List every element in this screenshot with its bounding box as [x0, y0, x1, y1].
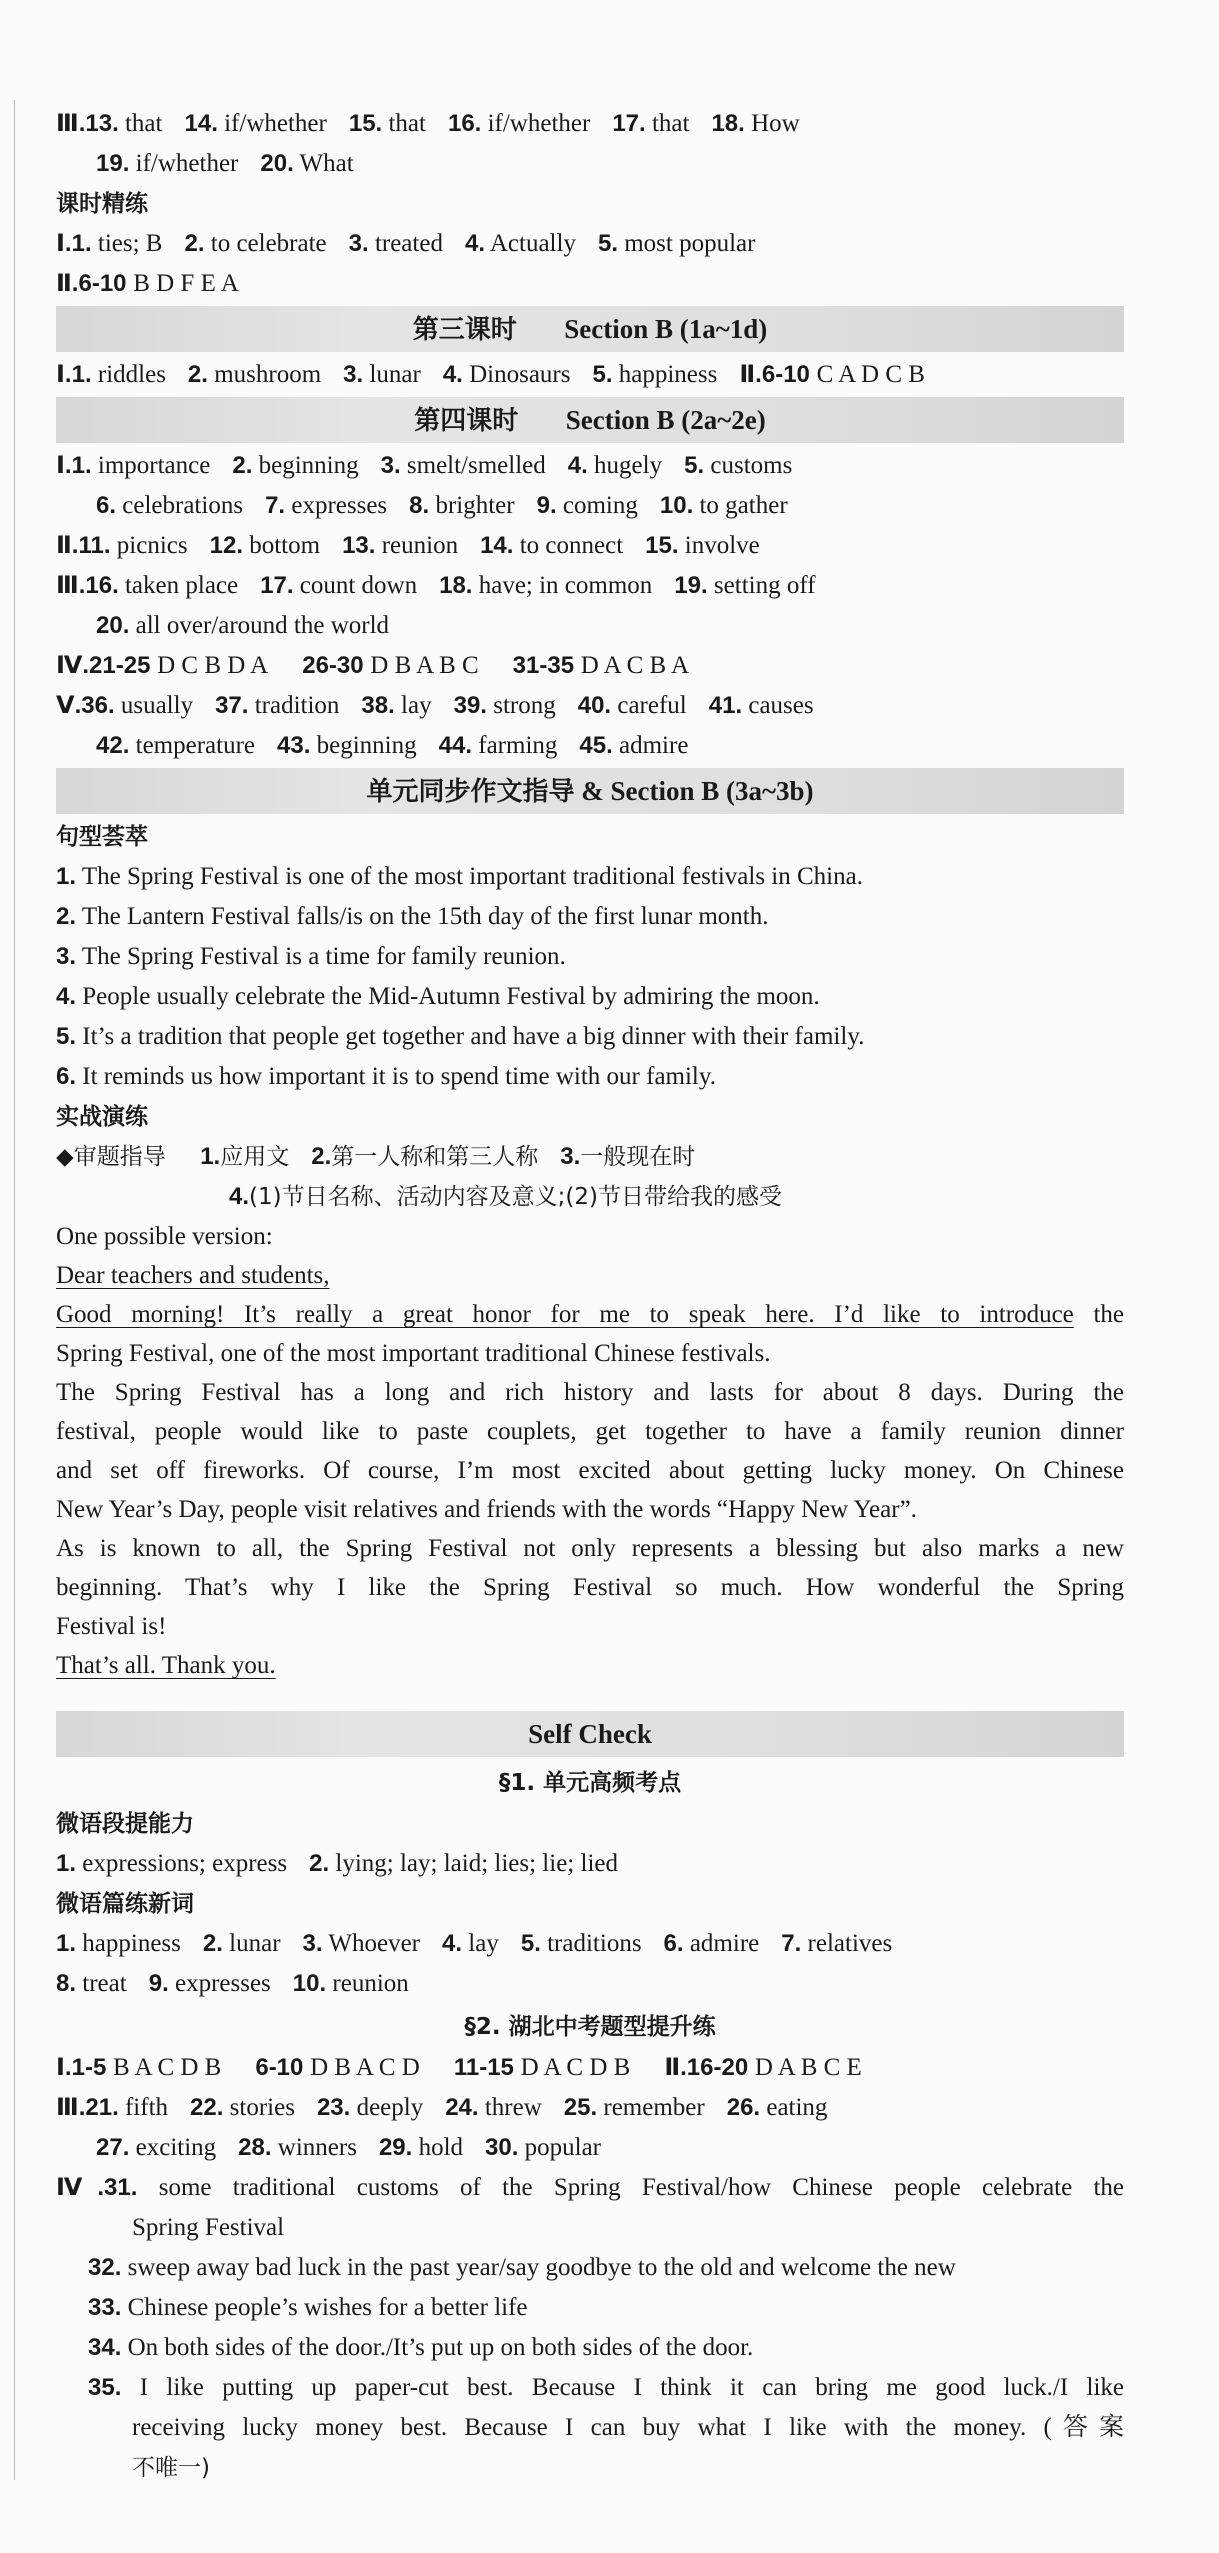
answer-row: 19. if/whether 20. What	[96, 150, 354, 177]
sec2-heading	[56, 2004, 1124, 2048]
item-number: 8	[56, 1970, 70, 1997]
item-answer: D C B D A	[157, 652, 269, 679]
answer-row	[56, 646, 1124, 686]
answer-row: Ⅲ.16. taken place 17. count down 18. have; in common 19. setting off	[56, 572, 816, 599]
item-number: 40	[577, 692, 605, 719]
sentence-item: 4. People usually celebrate the Mid-Autumn Festival by admiring the moon.	[56, 983, 820, 1010]
answer-row: Ⅴ.36. usually 37. tradition 38. lay 39. strong 40. careful 41. causes	[56, 692, 814, 719]
item-number: 20	[260, 150, 288, 177]
item-answer: reunion	[326, 1970, 409, 1997]
item-number: 4	[464, 230, 479, 257]
item-answer: usually	[114, 692, 194, 719]
essay-line: beginning. That’s why I like the Spring Festival so much. How wonderful the Spring	[56, 1574, 1124, 1601]
item-answer: D A C B A	[580, 652, 690, 679]
item-answer: treat	[76, 1970, 127, 1997]
item-answer: setting off	[707, 572, 816, 599]
item-number: 2	[309, 1850, 323, 1877]
item-answer: I like putting up paper-cut best. Because I think it can bring me good luck./I like	[139, 2374, 1124, 2401]
item-number: 32	[88, 2254, 115, 2281]
item-answer: admire	[612, 732, 689, 759]
item-answer: to connect	[513, 532, 624, 559]
item-answer: celebrations	[116, 492, 244, 519]
item-answer: stories	[223, 2094, 295, 2121]
item-answer: temperature	[129, 732, 255, 759]
item-number: 35	[88, 2374, 115, 2401]
item-number: Ⅳ.21-25	[56, 652, 151, 679]
item-number: 26	[726, 2094, 754, 2121]
underlined-opening: Good morning! It’s really a great honor for me to speak here. I’d like to introduce	[56, 1301, 1074, 1328]
item-number: Ⅰ.1-5	[56, 2054, 107, 2081]
answer-row	[56, 264, 1124, 304]
closing	[56, 1646, 1124, 1685]
item-answer: B A C D B	[112, 2054, 222, 2081]
item-answer: Actually	[484, 230, 576, 257]
sec1-title: §1. 单元高频考点	[498, 1770, 682, 1796]
item-number: 24	[445, 2094, 472, 2121]
item-answer: relatives	[801, 1930, 893, 1957]
item-answer: Whoever	[322, 1930, 420, 1957]
sentence-list	[56, 857, 1124, 1097]
item-number: 5	[597, 230, 612, 257]
answer-33: 33. Chinese people’s wishes for a better life	[88, 2294, 528, 2321]
item-answer: count down	[293, 572, 418, 599]
item-answer: On both sides of the door./It’s put up on both sides of the door.	[127, 2334, 754, 2361]
sentence-item: 5. It’s a tradition that people get together and have a big dinner with their family.	[56, 1023, 865, 1050]
item-number: 25	[563, 2094, 591, 2121]
answer-row: Ⅱ.11. picnics 12. bottom 13. reunion 14. to connect 15. involve	[56, 532, 760, 559]
item-number: 28	[238, 2134, 265, 2161]
item-answer: have; in common	[472, 572, 653, 599]
item-number: 1.	[200, 1143, 221, 1170]
item-answer: deeply	[350, 2094, 424, 2121]
answer-row	[56, 2048, 1124, 2088]
answer-page	[56, 104, 1124, 2488]
answer-31: Ⅳ.31. some traditional customs of the Spring Festival/how Chinese people celebrate the	[56, 2174, 1124, 2201]
answer-row: Ⅰ.1. riddles 2. mushroom 3. lunar 4. Dinosaurs 5. happiness Ⅱ.6-10 C A D C B	[56, 361, 925, 388]
item-answer: D A B C E	[754, 2054, 862, 2081]
item-answer: eating	[760, 2094, 828, 2121]
item-number: 29	[378, 2134, 406, 2161]
item-answer: farming	[472, 732, 558, 759]
sentence-text: People usually celebrate the Mid-Autumn Festival by admiring the moon.	[76, 983, 820, 1010]
item-answer: (1)节日名称、活动内容及意义;(2)节日带给我的感受	[249, 1184, 782, 1210]
essay-line: Spring Festival, one of the most important traditional Chinese festivals.	[56, 1340, 771, 1367]
item-answer: Chinese people’s wishes for a better life	[127, 2294, 528, 2321]
item-number: 19	[674, 572, 701, 599]
answer-row: 27. exciting 28. winners 29. hold 30. popular	[96, 2134, 602, 2161]
selfcheck-heading: Self Check	[56, 1711, 1124, 1757]
answer-row: 42. temperature 43. beginning 44. farming 45. admire	[96, 732, 689, 759]
item-number: 5	[684, 452, 698, 479]
answer-32: 32. sweep away bad luck in the past year/say goodbye to the old and welcome the new	[88, 2254, 956, 2281]
item-answer: involve	[678, 532, 760, 559]
item-number: 15	[645, 532, 672, 559]
answer-31-cont: Spring Festival	[132, 2214, 285, 2241]
item-answer: that	[645, 110, 690, 137]
item-answer: D B A B C	[370, 652, 479, 679]
model-essay	[56, 1217, 1124, 1685]
sentence-item: 6. It reminds us how important it is to spend time with our family.	[56, 1063, 717, 1090]
item-number: 4	[56, 983, 70, 1010]
sentence-text: The Spring Festival is a time for family reunion.	[76, 943, 566, 970]
sentence-text: The Spring Festival is one of the most important traditional festivals in China.	[76, 863, 863, 890]
item-number: 2.	[311, 1143, 332, 1170]
answer-row: 1. happiness 2. lunar 3. Whoever 4. lay 5. traditions 6. admire 7. relatives	[56, 1930, 893, 1957]
answer-row: 6. celebrations 7. expresses 8. brighter 9. coming 10. to gather	[96, 492, 788, 519]
item-number: 8	[409, 492, 423, 519]
item-number: 15	[348, 110, 376, 137]
item-number: Ⅳ.31	[56, 2174, 131, 2201]
item-number: 7	[265, 492, 279, 519]
item-number: 39	[453, 692, 481, 719]
answer-row: Ⅰ.1. importance 2. beginning 3. smelt/smelled 4. hugely 5. customs	[56, 452, 793, 479]
sec2-title: §2. 湖北中考题型提升练	[464, 2014, 716, 2040]
item-number: Ⅱ.16-20	[664, 2054, 749, 2081]
lesson-title-en: Section B (1a~1d)	[564, 314, 768, 344]
guide-row	[56, 1137, 1124, 1177]
item-number: Ⅰ.1	[56, 361, 85, 388]
sentence-text: It’s a tradition that people get together and have a big dinner with their family.	[76, 1023, 865, 1050]
item-answer: causes	[742, 692, 814, 719]
item-answer: to gather	[693, 492, 788, 519]
item-answer: D B A C D	[310, 2054, 420, 2081]
item-answer: brighter	[429, 492, 515, 519]
sentence-text: It reminds us how important it is to spend time with our family.	[76, 1063, 717, 1090]
item-number: 2	[56, 903, 70, 930]
item-number: 38	[361, 692, 389, 719]
item-number: 2	[232, 452, 246, 479]
item-answer: importance	[91, 452, 211, 479]
item-answer: expressions; express	[76, 1850, 288, 1877]
item-number: 6	[96, 492, 110, 519]
item-number: 7	[781, 1930, 795, 1957]
item-number: Ⅱ.6-10	[56, 270, 127, 297]
item-number: 37	[215, 692, 242, 719]
item-number: 10	[292, 1970, 320, 1997]
item-answer: admire	[683, 1930, 760, 1957]
answer-35-cont: 不唯一)	[132, 2455, 210, 2481]
item-number: 14	[480, 532, 507, 559]
item-answer: mushroom	[207, 361, 322, 388]
item-answer: tradition	[248, 692, 340, 719]
lesson4-heading	[56, 397, 1124, 443]
item-number: 20	[96, 612, 123, 639]
writing-title-en: & Section B (3a~3b)	[581, 776, 814, 806]
answer-row: Ⅰ.1. ties; B 2. to celebrate 3. treated 4. Actually 5. most popular	[56, 230, 756, 257]
item-answer: expresses	[285, 492, 388, 519]
item-answer: 第一人称和第三人称	[331, 1144, 539, 1170]
essay-line: Festival is!	[56, 1613, 167, 1640]
item-answer: reunion	[375, 532, 459, 559]
item-answer: most popular	[617, 230, 756, 257]
closing-text: That’s all. Thank you.	[56, 1652, 276, 1679]
sec1-heading	[56, 1760, 1124, 1804]
item-answer: expresses	[168, 1970, 271, 1997]
item-number: 30	[485, 2134, 512, 2161]
sentence-item: 3. The Spring Festival is a time for family reunion.	[56, 943, 566, 970]
item-answer: fifth	[118, 2094, 169, 2121]
item-answer: 一般现在时	[580, 1144, 696, 1170]
item-number: 1	[56, 1930, 70, 1957]
item-answer: some traditional customs of the Spring Festival/how Chinese people celebrate the	[158, 2174, 1124, 2201]
item-number: 9	[536, 492, 550, 519]
item-answer: if/whether	[217, 110, 327, 137]
item-answer: happiness	[612, 361, 718, 388]
item-number: 33	[88, 2294, 115, 2321]
item-answer: How	[744, 110, 800, 137]
subheading-sc2: 微语篇练新词	[56, 1891, 194, 1917]
item-answer: traditions	[540, 1930, 642, 1957]
item-number: 3	[380, 452, 394, 479]
item-number: 10	[659, 492, 687, 519]
guide-label: ◆审题指导	[56, 1144, 166, 1170]
item-answer: coming	[556, 492, 638, 519]
item-number: 9	[148, 1970, 163, 1997]
item-answer: lunar	[363, 361, 421, 388]
item-number: Ⅰ.1	[56, 230, 85, 257]
item-number: 42	[96, 732, 123, 759]
answer-row: Ⅲ.13. that 14. if/whether 15. that 16. if/whether 17. that 18. How	[56, 110, 800, 137]
item-number: 13	[342, 532, 369, 559]
item-number: 3.	[560, 1143, 581, 1170]
item-number: 4	[442, 1930, 456, 1957]
answer-row: 20. all over/around the world	[96, 612, 390, 639]
item-number: 14	[184, 110, 212, 137]
item-answer: taken place	[118, 572, 239, 599]
item-number: 6-10	[255, 2054, 304, 2081]
item-answer: B D F E A	[133, 270, 239, 297]
item-number: Ⅲ.21	[56, 2094, 113, 2121]
item-answer: hold	[412, 2134, 464, 2161]
item-answer: bottom	[242, 532, 321, 559]
item-number: 4	[229, 1183, 243, 1210]
item-answer: that	[118, 110, 163, 137]
answer-row: 8. treat 9. expresses 10. reunion	[56, 1970, 409, 1997]
item-answer: D A C D B	[520, 2054, 631, 2081]
item-number: 17	[260, 572, 287, 599]
item-answer: Dinosaurs	[462, 361, 571, 388]
item-answer: popular	[518, 2134, 602, 2161]
section-heading-practice: 实战演练	[56, 1104, 148, 1130]
answer-row: 1. expressions; express 2. lying; lay; laid; lies; lie; lied	[56, 1850, 618, 1877]
item-answer: if/whether	[129, 150, 239, 177]
item-answer: beginning	[252, 452, 359, 479]
essay-line: As is known to all, the Spring Festival not only represents a blessing but also marks a new	[56, 1535, 1124, 1562]
item-number: 6	[663, 1930, 677, 1957]
item-answer: to celebrate	[204, 230, 327, 257]
item-number: 41	[708, 692, 736, 719]
item-number: 44	[438, 732, 466, 759]
item-number: 1	[56, 1850, 70, 1877]
item-number: Ⅲ.13	[56, 110, 113, 137]
item-answer: riddles	[91, 361, 166, 388]
item-number: 17	[612, 110, 640, 137]
item-number: 4	[567, 452, 582, 479]
lesson3-heading	[56, 306, 1124, 352]
item-answer: threw	[478, 2094, 542, 2121]
item-number: Ⅱ.11	[56, 532, 104, 559]
item-number: 19	[96, 150, 123, 177]
sentence-text: The Lantern Festival falls/is on the 15th day of the first lunar month.	[76, 903, 769, 930]
item-answer: ties; B	[91, 230, 163, 257]
item-answer: picnics	[110, 532, 188, 559]
item-number: 18	[711, 110, 739, 137]
item-answer: lying; lay; laid; lies; lie; lied	[329, 1850, 618, 1877]
item-number: 43	[277, 732, 304, 759]
item-answer: happiness	[76, 1930, 181, 1957]
greeting	[56, 1256, 1124, 1295]
item-answer: lunar	[222, 1930, 281, 1957]
item-number: 34	[88, 2334, 115, 2361]
writing-title-zh: 单元同步作文指导	[366, 777, 575, 807]
version-label: One possible version:	[56, 1223, 273, 1250]
item-number: 23	[316, 2094, 344, 2121]
lesson-title-en: Section B (2a~2e)	[565, 405, 766, 435]
item-answer: careful	[611, 692, 687, 719]
answer-35: 35. I like putting up paper-cut best. Because I think it can bring me good luck./I like	[88, 2374, 1124, 2401]
item-answer: C A D C B	[816, 361, 925, 388]
item-number: 2	[184, 230, 198, 257]
item-answer: 应用文	[220, 1144, 290, 1170]
item-answer: beginning	[310, 732, 417, 759]
item-answer: strong	[486, 692, 556, 719]
item-number: Ⅱ.6-10	[739, 361, 810, 388]
essay-line: and set off fireworks. Of course, I’m most excited about getting lucky money. On Chinese	[56, 1457, 1124, 1484]
item-number: 1	[56, 863, 70, 890]
item-number: 4	[442, 361, 457, 388]
item-number: 27	[96, 2134, 123, 2161]
item-answer: sweep away bad luck in the past year/say goodbye to the old and welcome the new	[127, 2254, 956, 2281]
item-number: 3	[343, 361, 357, 388]
item-answer: smelt/smelled	[400, 452, 546, 479]
item-answer: What	[293, 150, 354, 177]
item-number: 11-15	[453, 2054, 514, 2081]
item-number: Ⅲ.16	[56, 572, 113, 599]
lesson-title-zh: 第四课时	[414, 406, 519, 436]
subheading-sc1: 微语段提能力	[56, 1811, 194, 1837]
lesson-title-zh: 第三课时	[412, 315, 517, 345]
item-number: 45	[579, 732, 607, 759]
item-number: 22	[190, 2094, 217, 2121]
item-answer: winners	[271, 2134, 357, 2161]
item-number: 12	[209, 532, 237, 559]
sentence-item: 1. The Spring Festival is one of the most important traditional festivals in China.	[56, 863, 863, 890]
essay-line: festival, people would like to paste couplets, get together to have a family reunion dinner	[56, 1418, 1124, 1445]
essay-line: New Year’s Day, people visit relatives and friends with the words “Happy New Year”.	[56, 1496, 917, 1523]
answer-35-cont: receiving lucky money best. Because I can buy what I like with the money. (答案	[132, 2414, 1124, 2441]
section-heading-sentences: 句型荟萃	[56, 824, 148, 850]
essay-line: The Spring Festival has a long and rich history and lasts for about 8 days. During the	[56, 1379, 1124, 1406]
item-number: 18	[439, 572, 466, 599]
answer-34: 34. On both sides of the door./It’s put up on both sides of the door.	[88, 2334, 754, 2361]
item-answer: that	[382, 110, 426, 137]
guide-row: 4.(1)节日名称、活动内容及意义;(2)节日带给我的感受	[229, 1183, 782, 1210]
item-answer: hugely	[587, 452, 663, 479]
sentence-item: 2. The Lantern Festival falls/is on the 15th day of the first lunar month.	[56, 903, 769, 930]
item-number: Ⅴ.36	[56, 692, 108, 719]
answer-row: Ⅲ.21. fifth 22. stories 23. deeply 24. threw 25. remember 26. eating	[56, 2094, 828, 2121]
item-number: 3	[302, 1930, 316, 1957]
writing-heading	[56, 768, 1124, 814]
item-number: 26-30	[302, 652, 364, 679]
item-number: 3	[348, 230, 363, 257]
item-answer: exciting	[129, 2134, 217, 2161]
guide-items	[200, 1143, 695, 1170]
item-number: 5	[56, 1023, 70, 1050]
item-number: 16	[447, 110, 475, 137]
greeting-text: Dear teachers and students,	[56, 1262, 330, 1289]
essay-line	[56, 1295, 1124, 1334]
item-answer: all over/around the world	[129, 612, 390, 639]
item-answer: treated	[368, 230, 443, 257]
left-margin-rule	[14, 100, 15, 2480]
section-heading-kssl: 课时精练	[56, 191, 148, 217]
item-number: 2	[202, 1930, 217, 1957]
item-answer: remember	[597, 2094, 705, 2121]
item-number: Ⅰ.1	[56, 452, 85, 479]
essay-word: the	[1093, 1301, 1124, 1328]
item-number: 3	[56, 943, 70, 970]
item-number: 5	[520, 1930, 535, 1957]
item-answer: customs	[704, 452, 793, 479]
item-answer: if/whether	[481, 110, 591, 137]
item-number: 31-35	[512, 652, 575, 679]
item-number: 6	[56, 1063, 70, 1090]
item-answer: lay	[462, 1930, 499, 1957]
item-number: 2	[187, 361, 202, 388]
item-answer: lay	[394, 692, 432, 719]
item-number: 5	[592, 361, 606, 388]
